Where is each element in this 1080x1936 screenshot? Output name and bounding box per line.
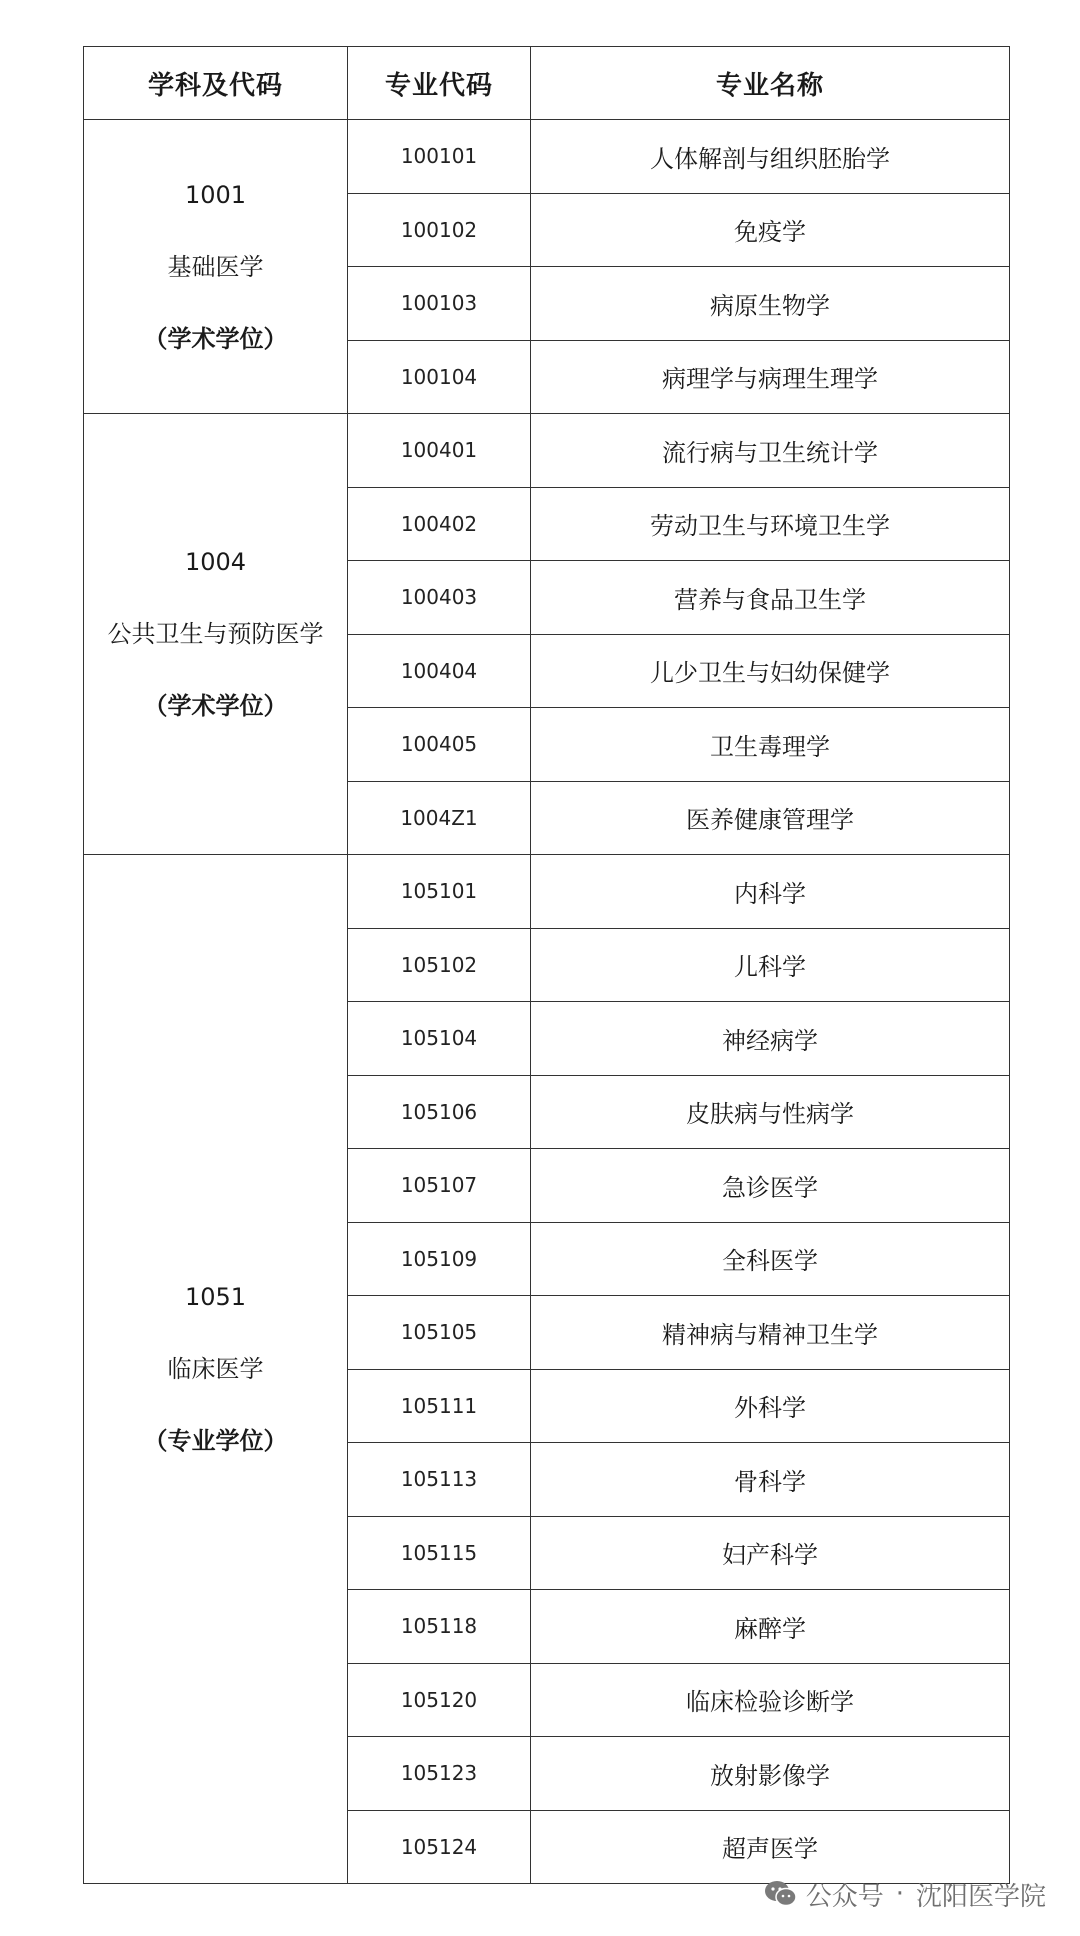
major-name-cell: 病理学与病理生理学 (531, 340, 1010, 414)
discipline-code: 1004 (184, 548, 247, 576)
major-code-cell: 100404 (348, 634, 531, 708)
spacer (84, 580, 347, 616)
table-row (84, 120, 1010, 194)
major-name-cell: 人体解剖与组织胚胎学 (531, 120, 1010, 194)
major-code-cell: 105101 (348, 855, 531, 929)
discipline-name: 基础医学 (167, 252, 264, 281)
major-code-cell: 105113 (348, 1443, 531, 1517)
spacer (84, 285, 347, 321)
header-major-code: 专业代码 (348, 47, 531, 120)
table-row (84, 414, 1010, 488)
degree-type: （学术学位） (143, 324, 288, 353)
major-code-cell: 105120 (348, 1663, 531, 1737)
discipline-name: 临床医学 (167, 1355, 264, 1383)
major-code-cell: 105109 (348, 1222, 531, 1296)
major-name-cell: 营养与食品卫生学 (531, 561, 1010, 635)
major-name-cell: 骨科学 (531, 1443, 1010, 1517)
major-name-cell: 病原生物学 (531, 267, 1010, 341)
major-name-cell: 放射影像学 (531, 1737, 1010, 1811)
major-name-cell: 儿科学 (531, 928, 1010, 1002)
major-name-cell: 精神病与精神卫生学 (531, 1296, 1010, 1370)
watermark (764, 1874, 1046, 1914)
major-name-cell: 妇产科学 (531, 1516, 1010, 1590)
major-name-cell: 外科学 (531, 1369, 1010, 1443)
major-code-cell: 100104 (348, 340, 531, 414)
spacer (84, 213, 347, 249)
major-code-cell: 100401 (348, 414, 531, 488)
discipline-code: 1051 (184, 1283, 247, 1311)
spacer (84, 652, 347, 688)
degree-type: （学术学位） (143, 692, 288, 720)
discipline-cell (84, 120, 348, 414)
major-code-cell: 105106 (348, 1075, 531, 1149)
watermark-separator: · (895, 1879, 904, 1909)
major-code-cell: 100405 (348, 708, 531, 782)
major-code-cell: 105107 (348, 1149, 531, 1223)
major-code-cell: 100402 (348, 487, 531, 561)
major-code-cell: 100403 (348, 561, 531, 635)
major-code-cell: 105115 (348, 1516, 531, 1590)
spacer (84, 1387, 347, 1423)
major-name-cell: 急诊医学 (531, 1149, 1010, 1223)
table-header-row (84, 47, 1010, 120)
major-name-cell: 内科学 (531, 855, 1010, 929)
header-major-name: 专业名称 (531, 47, 1010, 120)
major-code-cell: 105111 (348, 1369, 531, 1443)
major-code-cell: 105124 (348, 1810, 531, 1884)
major-name-cell: 神经病学 (531, 1002, 1010, 1076)
major-name-cell: 麻醉学 (531, 1590, 1010, 1664)
majors-table (83, 46, 1010, 1884)
major-code-cell: 105105 (348, 1296, 531, 1370)
discipline-name: 公共卫生与预防医学 (107, 620, 324, 648)
discipline-cell (84, 414, 348, 855)
major-code-cell: 105104 (348, 1002, 531, 1076)
major-code-cell: 105123 (348, 1737, 531, 1811)
major-name-cell: 劳动卫生与环境卫生学 (531, 487, 1010, 561)
wechat-icon (764, 1879, 798, 1909)
table-body (84, 120, 1010, 1884)
major-name-cell: 全科医学 (531, 1222, 1010, 1296)
major-name-cell: 医养健康管理学 (531, 781, 1010, 855)
major-name-cell: 儿少卫生与妇幼保健学 (531, 634, 1010, 708)
major-code-cell: 100101 (348, 120, 531, 194)
major-code-cell: 100102 (348, 193, 531, 267)
major-name-cell: 免疫学 (531, 193, 1010, 267)
major-name-cell: 卫生毒理学 (531, 708, 1010, 782)
major-code-cell: 105118 (348, 1590, 531, 1664)
major-name-cell: 皮肤病与性病学 (531, 1075, 1010, 1149)
table-row (84, 855, 1010, 929)
degree-type: （专业学位） (143, 1427, 288, 1455)
watermark-account: 沈阳医学院 (915, 1881, 1046, 1912)
major-name-cell: 临床检验诊断学 (531, 1663, 1010, 1737)
discipline-cell (84, 855, 348, 1884)
major-code-cell: 105102 (348, 928, 531, 1002)
watermark-label: 公众号 (805, 1881, 884, 1912)
spacer (84, 1315, 347, 1351)
major-name-cell: 超声医学 (531, 1810, 1010, 1884)
major-name-cell: 流行病与卫生统计学 (531, 414, 1010, 488)
major-code-cell: 100103 (348, 267, 531, 341)
header-discipline: 学科及代码 (84, 47, 348, 120)
discipline-code: 1001 (184, 180, 247, 209)
major-code-cell: 1004Z1 (348, 781, 531, 855)
